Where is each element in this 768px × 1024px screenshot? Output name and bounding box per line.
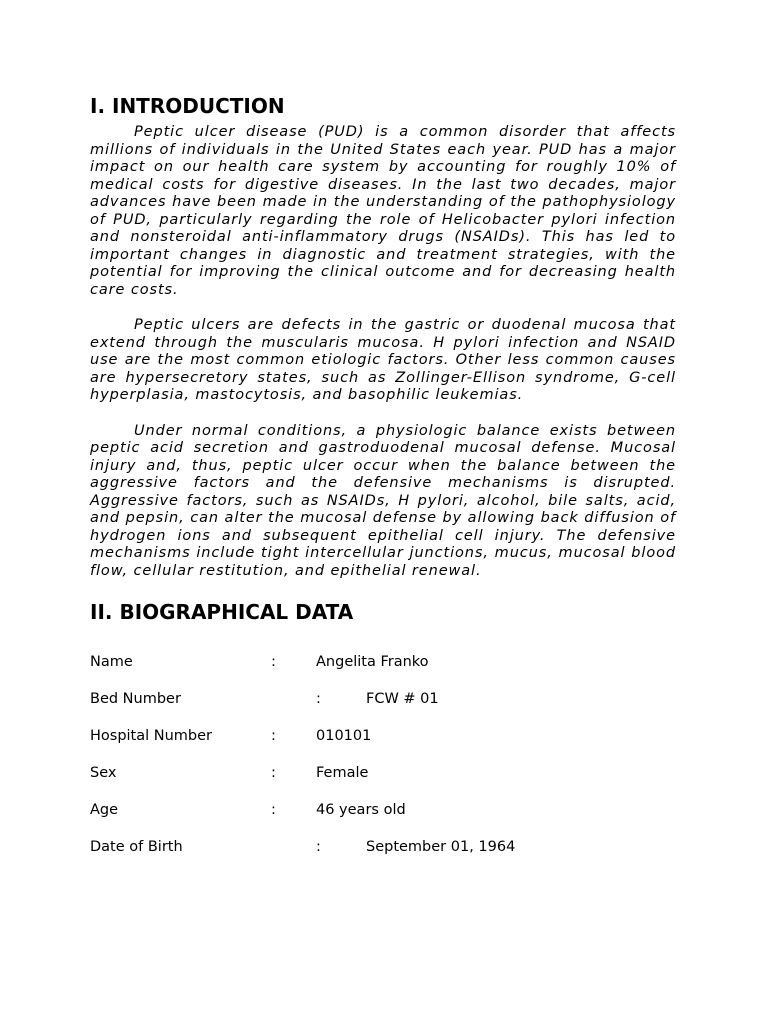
bio-row-hospital-number [90, 726, 676, 763]
document-body [90, 92, 676, 874]
bio-separator: : [271, 802, 276, 818]
bio-separator: : [271, 765, 276, 781]
introduction-heading: I. INTRODUCTION [90, 94, 285, 118]
biographical-heading: II. BIOGRAPHICAL DATA [90, 600, 354, 624]
bio-label: Name [90, 654, 133, 670]
bio-value: 010101 [316, 728, 372, 744]
bio-label: Date of Birth [90, 839, 183, 855]
introduction-section [90, 92, 676, 580]
intro-paragraph-1: Peptic ulcer disease (PUD) is a common disorder that affects millions of individuals in the United States each year. PUD has a major impact on our health care system by accounting for roughly 10% of medical costs for digestive diseases. In the last two decades, major advances have been made in the understanding of the pathophysiology of PUD, particularly regarding the role of Helicobacter pylori infection and nonsteroidal anti-inflammatory drugs (NSAIDs). This has led to important changes in diagnostic and treatment strategies, with the potential for improving the clinical outcome and for decreasing health care costs. [90, 124, 676, 298]
intro-paragraph-3: Under normal conditions, a physiologic balance exists between peptic acid secretion and gastroduodenal mucosal defense. Mucosal injury and, thus, peptic ulcer occur when the balance between the aggressive factors and the defensive mechanisms is disrupted. Aggressive factors, such as NSAIDs, H pylori, alcohol, bile salts, acid, and pepsin, can alter the mucosal defense by allowing back diffusion of hydrogen ions and subsequent epithelial cell injury. The defensive mechanisms include tight intercellular junctions, mucus, mucosal blood flow, cellular restitution, and epithelial renewal. [90, 422, 676, 579]
bio-label: Bed Number [90, 691, 181, 707]
bio-separator: : [316, 691, 321, 707]
bio-separator: : [271, 728, 276, 744]
biographical-section [90, 598, 676, 874]
bio-row-name [90, 652, 676, 689]
bio-value: Female [316, 765, 369, 781]
bio-row-sex [90, 763, 676, 800]
bio-label: Sex [90, 765, 117, 781]
bio-row-date-of-birth [90, 837, 676, 874]
bio-label: Hospital Number [90, 728, 213, 744]
bio-value: 46 years old [316, 802, 406, 818]
bio-value: FCW # 01 [366, 691, 439, 707]
bio-value: Angelita Franko [316, 654, 429, 670]
bio-separator: : [271, 654, 276, 670]
bio-separator: : [316, 839, 321, 855]
bio-row-age [90, 800, 676, 837]
intro-paragraph-2: Peptic ulcers are defects in the gastric or duodenal mucosa that extend through the muscularis mucosa. H pylori infection and NSAID use are the most common etiologic factors. Other less common causes are hypersecretory states, such as Zollinger-Ellison syndrome, G-cell hyperplasia, mastocytosis, and basophilic leukemias. [90, 317, 676, 403]
bio-value: September 01, 1964 [366, 839, 516, 855]
bio-label: Age [90, 802, 119, 818]
bio-row-bed-number [90, 689, 676, 726]
